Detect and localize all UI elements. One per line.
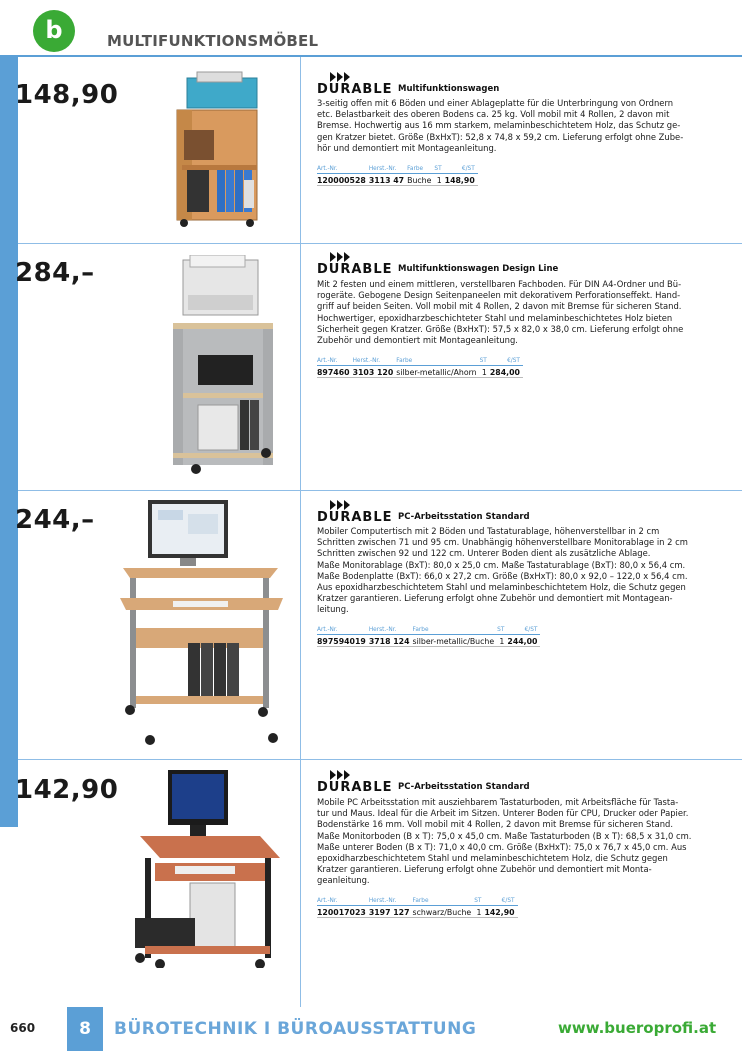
product-4-price: 142,90 [15, 775, 119, 805]
product-4-title: PC-Arbeitsstation Standard [398, 782, 530, 792]
col-art-nr: Art.-Nr. [317, 627, 369, 635]
desc-line: epoxidharzbeschichtetem Stahl und melaminbeschichtetem Holz, die Schutz gegen [317, 853, 668, 864]
website-link[interactable]: www.bueroprofi.at [558, 1019, 717, 1037]
art-nr: 120017023 [317, 906, 369, 918]
brand-name: DURABLE [317, 262, 393, 277]
desc-line: rogeräte. Gebogene Design Seitenpaneelen mit dekorativem Perforationseffekt. Hand- [317, 290, 681, 301]
desc-line: Mit 2 festen und einem mittleren, verstellbaren Fachboden. Für DIN A4-Ordner und Bü- [317, 279, 682, 289]
herst-nr: 3113 47 [369, 174, 407, 186]
desc-line: Mobiler Computertisch mit 2 Böden und Tastaturablage, höhenverstellbar in 2 cm [317, 526, 660, 536]
col-farbe: Farbe [413, 898, 475, 906]
col-farbe: Farbe [396, 358, 479, 366]
brand-name: DURABLE [317, 780, 393, 795]
table-row [317, 366, 523, 378]
farbe: silber-metallic/Ahorn [396, 366, 479, 378]
col-herst-nr: Herst.-Nr. [369, 898, 413, 906]
table-header-row [317, 358, 523, 366]
col-price: €/ST [507, 627, 540, 635]
col-price: €/ST [490, 358, 523, 366]
product-1-description [317, 98, 692, 154]
product-1-image [172, 70, 282, 230]
brand-arrows-icon [330, 252, 350, 262]
col-herst-nr: Herst.-Nr. [369, 627, 413, 635]
col-art-nr: Art.-Nr. [317, 166, 369, 174]
section-title: BÜROTECHNIK I BÜROAUSSTATTUNG [114, 1019, 477, 1039]
desc-line: Maße unterer Boden (B x T): 71,0 x 40,0 cm. Größe (BxHxT): 75,0 x 76,7 x 45,0 cm. Aus [317, 841, 687, 852]
st: 1 [480, 366, 490, 378]
desc-line: hör und demontiert mit Montageanleitung. [317, 142, 497, 153]
desc-line: Aus epoxidharzbeschichtetem Stahl und melaminbeschichtetem Holz, die Schutz gegen [317, 582, 686, 593]
farbe: silber-metallic/Buche [413, 635, 498, 647]
desc-line: etc. Belastbarkeit des oberen Bodens ca. 25 kg. Voll mobil mit 4 Rollen, 2 davon mit [317, 109, 670, 120]
art-nr: 897460 [317, 366, 353, 378]
product-2-table [317, 358, 523, 378]
col-art-nr: Art.-Nr. [317, 898, 369, 906]
desc-line: Kratzer garantieren. Lieferung erfolgt ohne Zubehör und demontiert mit Montagean- [317, 593, 673, 604]
page-header [0, 0, 742, 55]
desc-line: tur und Maus. Ideal für die Arbeit im Sitzen. Unterer Boden für CPU, Drucker oder Papier. [317, 808, 689, 819]
unit-price: 142,90 [484, 906, 517, 918]
col-herst-nr: Herst.-Nr. [369, 166, 407, 174]
col-st: ST [474, 898, 484, 906]
desc-line: Maße Monitorboden (B x T): 75,0 x 45,0 cm. Maße Tastaturboden (B x T): 68,5 x 31,0 cm. [317, 830, 692, 841]
desc-line: Maße Bodenplatte (BxT): 66,0 x 27,2 cm. Größe (BxHxT): 80,0 x 92,0 – 122,0 x 56,4 cm. [317, 570, 688, 581]
table-row [317, 906, 518, 918]
desc-line: geanleitung. [317, 875, 370, 886]
product-2-price: 284,– [15, 258, 95, 288]
table-header-row [317, 898, 518, 906]
product-3-description [317, 526, 692, 616]
col-st: ST [480, 358, 490, 366]
brand-arrows-icon [330, 500, 350, 510]
product-4-image [130, 768, 284, 968]
st: 1 [434, 174, 444, 186]
desc-line: Sicherheit gegen Kratzer. Größe (BxHxT): 57,5 x 82,0 x 38,0 cm. Lieferung erfolgt ohne [317, 323, 684, 334]
product-2-image [168, 255, 280, 477]
unit-price: 244,00 [507, 635, 540, 647]
header-rule [0, 55, 742, 57]
table-row [317, 635, 540, 647]
col-farbe: Farbe [413, 627, 498, 635]
desc-line: Bodenstärke 16 mm. Voll mobil mit 4 Rollen, 2 davon mit Bremse für sicheren Stand. [317, 819, 673, 830]
product-3-price: 244,– [15, 505, 95, 535]
unit-price: 148,90 [445, 174, 478, 186]
brand-logo: b [33, 10, 75, 52]
desc-line: Maße Monitorablage (BxT): 80,0 x 25,0 cm. Maße Tastaturablage (BxT): 80,0 x 56,4 cm. [317, 559, 686, 570]
column-divider [300, 57, 301, 1007]
page-footer [0, 1007, 742, 1051]
st: 1 [497, 635, 507, 647]
product-separator [18, 243, 742, 244]
col-st: ST [497, 627, 507, 635]
product-4-table [317, 898, 518, 918]
product-separator [18, 490, 742, 491]
table-header-row [317, 166, 478, 174]
table-row [317, 174, 478, 186]
product-1-title: Multifunktionswagen [398, 84, 500, 94]
herst-nr: 3718 124 [369, 635, 413, 647]
herst-nr: 3103 120 [353, 366, 397, 378]
brand-arrows-icon [330, 770, 350, 780]
desc-line: Schritten zwischen 92 und 122 cm. Unterer Boden dient als zusätzliche Ablage. [317, 548, 651, 559]
product-2-title: Multifunktionswagen Design Line [398, 264, 559, 274]
col-herst-nr: Herst.-Nr. [353, 358, 397, 366]
brand-arrows-icon [330, 72, 350, 82]
col-price: €/ST [445, 166, 478, 174]
desc-line: Hochwertiger, epoxidharzbeschichteter Stahl und melaminbeschichtetes Holz bieten [317, 312, 673, 323]
product-3-image [118, 498, 286, 746]
st: 1 [474, 906, 484, 918]
product-1-price: 148,90 [15, 80, 119, 110]
table-header-row [317, 627, 540, 635]
desc-line: Bremse. Hochwertig aus 16 mm starkem, melaminbeschichtetem Holz, das Schutz ge- [317, 120, 681, 131]
col-art-nr: Art.-Nr. [317, 358, 353, 366]
desc-line: Kratzer garantieren. Lieferung erfolgt ohne Zubehör und demontiert mit Monta- [317, 864, 652, 875]
desc-line: Schritten zwischen 71 und 95 cm. Unabhängig höhenverstellbare Monitorablage in 2 cm [317, 537, 688, 548]
product-separator [18, 759, 742, 760]
product-4-description [317, 797, 692, 887]
product-1-table [317, 166, 478, 186]
col-st: ST [434, 166, 444, 174]
desc-line: leitung. [317, 604, 349, 615]
col-farbe: Farbe [407, 166, 434, 174]
desc-line: griff auf beiden Seiten. Voll mobil mit 4 Rollen, 2 davon mit Bremse für sicheren Stand. [317, 301, 682, 312]
product-3-title: PC-Arbeitsstation Standard [398, 512, 530, 522]
desc-line: gen Kratzer bietet. Größe (BxHxT): 52,8 x 74,8 x 59,2 cm. Lieferung erfolgt ohne Zube- [317, 131, 684, 142]
product-3-table [317, 627, 540, 647]
product-2-description [317, 279, 692, 346]
farbe: schwarz/Buche [413, 906, 475, 918]
brand-name: DURABLE [317, 510, 393, 525]
farbe: Buche [407, 174, 434, 186]
art-nr: 120000528 [317, 174, 369, 186]
desc-line: Mobile PC Arbeitsstation mit ausziehbarem Tastaturboden, mit Arbeitsfläche für Tasta- [317, 797, 679, 807]
section-number: 8 [67, 1007, 103, 1051]
brand-name: DURABLE [317, 82, 393, 97]
art-nr: 897594019 [317, 635, 369, 647]
page-number: 660 [10, 1021, 36, 1035]
unit-price: 284,00 [490, 366, 523, 378]
page-title: MULTIFUNKTIONSMÖBEL [107, 32, 319, 50]
col-price: €/ST [484, 898, 517, 906]
desc-line: Zubehör und demontiert mit Montageanleitung. [317, 335, 518, 346]
herst-nr: 3197 127 [369, 906, 413, 918]
left-accent-stripe [0, 57, 18, 827]
desc-line: 3-seitig offen mit 6 Böden und einer Ablageplatte für die Unterbringung von Ordnern [317, 98, 674, 108]
